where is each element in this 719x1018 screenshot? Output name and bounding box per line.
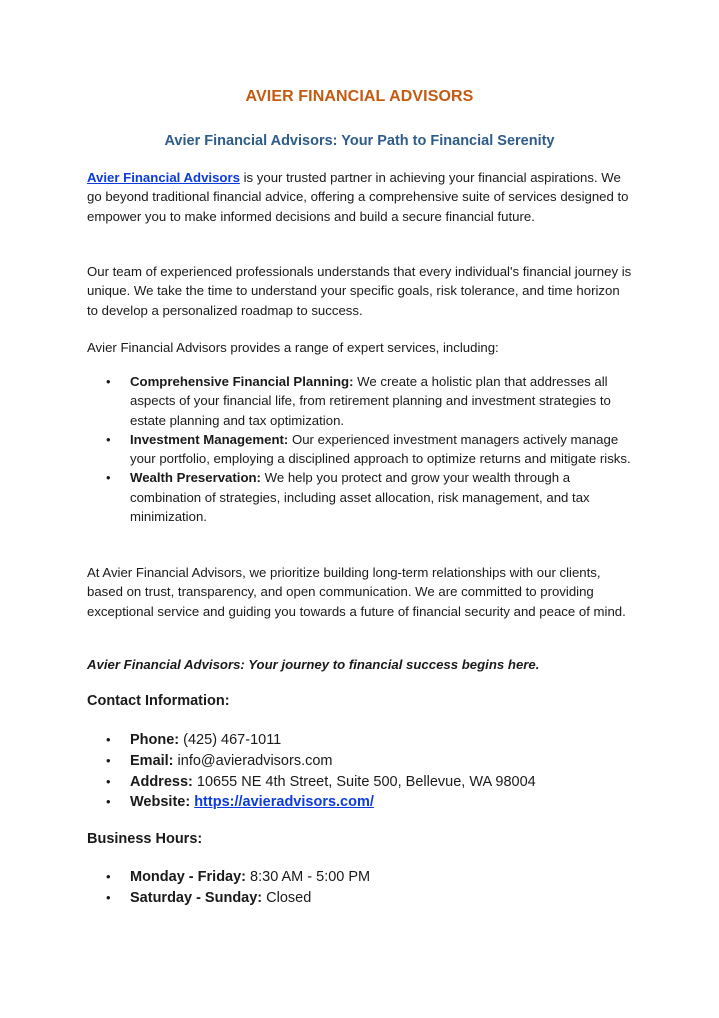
website-link[interactable]: https://avieradvisors.com/ <box>194 794 374 811</box>
weekend-hours: Closed <box>262 889 312 906</box>
phone-label: Phone: <box>130 732 180 748</box>
list-item <box>87 792 632 813</box>
list-item <box>87 888 632 909</box>
services-intro-text: Avier Financial Advisors provides a range of expert services, including: <box>87 340 499 355</box>
service-text: We help you protect and grow your wealth through a combination of strategies, including asset allocation, risk management, and tax minimization. <box>130 470 590 525</box>
services-intro <box>87 338 632 357</box>
list-item <box>87 730 632 751</box>
hours-heading: Business Hours: <box>87 831 203 847</box>
weekday-label: Monday - Friday: <box>130 869 247 885</box>
contact-list <box>87 730 632 813</box>
website-label: Website: <box>130 794 191 811</box>
weekend-label: Saturday - Sunday: <box>130 889 263 906</box>
list-item <box>87 430 632 469</box>
document-subtitle: Avier Financial Advisors: Your Path to Financial Serenity <box>164 133 555 149</box>
service-label: Comprehensive Financial Planning: <box>130 374 354 389</box>
commitment-text: At Avier Financial Advisors, we prioritize building long-term relationships with our clients, based on trust, transparency, and open communication. We are committed to providing exceptional service and guiding you towards a future of financial security and peace of mind. <box>87 565 626 619</box>
hours-list <box>87 867 632 909</box>
list-item <box>87 372 632 430</box>
phone-value: (425) 467-1011 <box>179 732 282 748</box>
document-title: AVIER FINANCIAL ADVISORS <box>245 88 474 105</box>
contact-heading: Contact Information: <box>87 693 230 709</box>
list-item <box>87 867 632 888</box>
tagline: Avier Financial Advisors: Your journey to financial success begins here. <box>87 657 540 672</box>
email-label: Email: <box>130 752 174 769</box>
service-text: We create a holistic plan that addresses all aspects of your financial life, from retirement planning and investment strategies to estate planning and tax optimization. <box>130 374 611 428</box>
email-value: info@avieradvisors.com <box>173 752 333 769</box>
service-label: Wealth Preservation: <box>130 470 261 486</box>
address-value: 10655 NE 4th Street, Suite 500, Bellevue, WA 98004 <box>192 773 536 790</box>
intro-paragraph <box>87 168 632 226</box>
company-link[interactable]: Avier Financial Advisors <box>87 170 240 185</box>
team-text: Our team of experienced professionals understands that every individual's financial journey is unique. We take the time to understand your specific goals, risk tolerance, and time horizon to develop a personalized roadmap to success. <box>87 264 632 318</box>
list-item <box>87 751 632 772</box>
intro-text: is your trusted partner in achieving your financial aspirations. We go beyond traditional financial advice, offering a comprehensive suite of services designed to empower you to make informed decisions and build a secure financial future. <box>87 170 629 224</box>
list-item <box>87 772 632 793</box>
services-list <box>87 372 632 526</box>
address-label: Address: <box>130 773 193 790</box>
commitment-paragraph <box>87 563 632 621</box>
service-label: Investment Management: <box>130 431 289 447</box>
list-item <box>87 468 632 526</box>
weekday-hours: 8:30 AM - 5:00 PM <box>246 869 371 885</box>
service-text: Our experienced investment managers actively manage your portfolio, employing a disciplined approach to optimize returns and mitigate risks. <box>130 431 631 467</box>
team-paragraph <box>87 262 632 320</box>
